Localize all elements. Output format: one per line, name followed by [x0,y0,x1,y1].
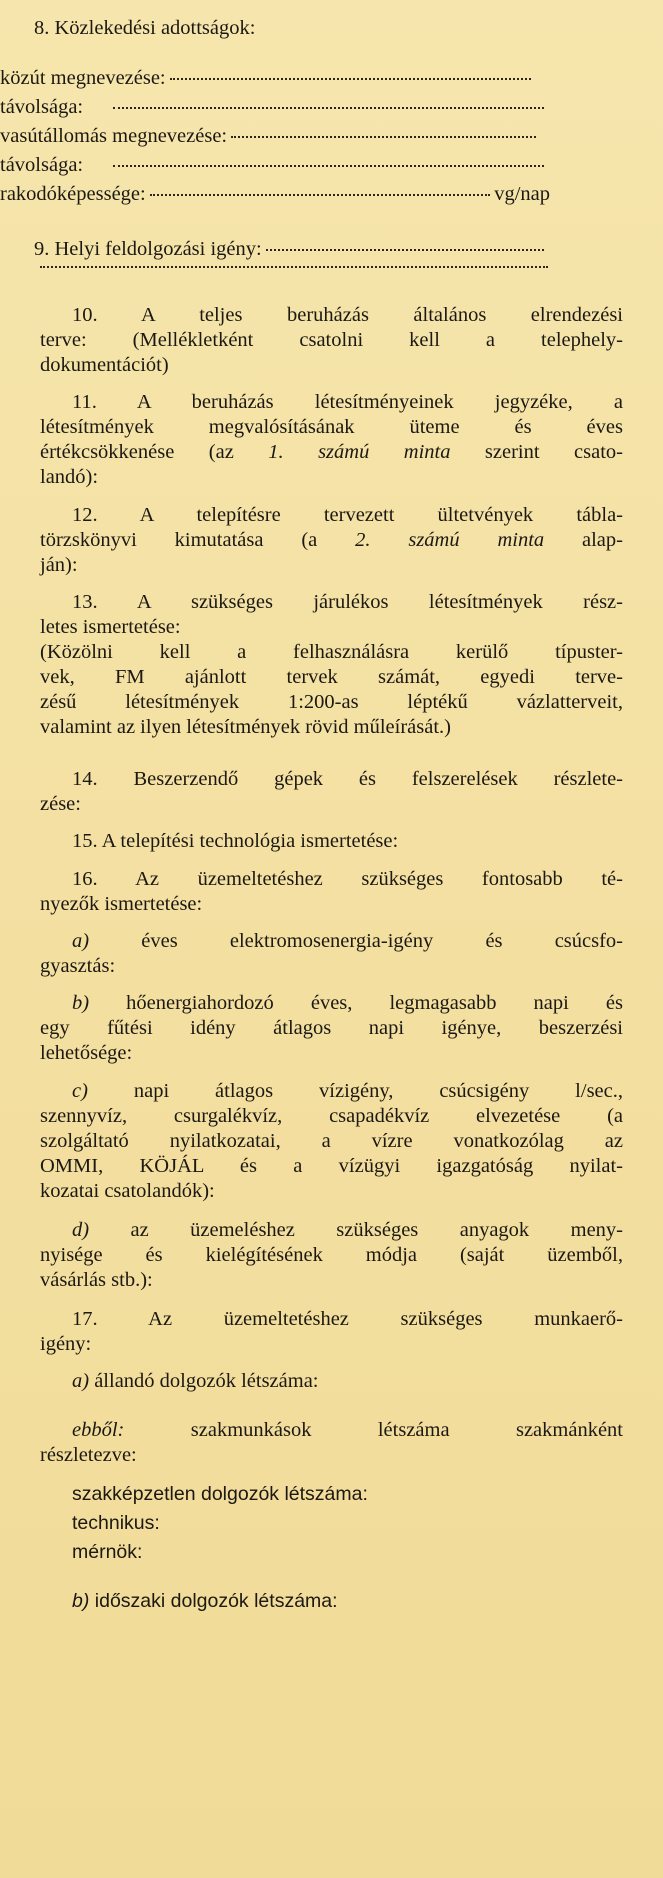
section-16-c-line-1 [40,1079,623,1104]
section-10-line-3: dokumentációt) [40,354,169,376]
section-16-a-text-1: éves elektromosenergia-igény és csúcsfo- [89,930,623,952]
section-13-line-2: letes ismertetése: [40,616,181,638]
section-13-line-6: valamint az ilyen létesítmények rövid műleírását.) [40,716,452,738]
section-8-heading: 8. Közlekedési adottságok: [34,17,256,39]
section-17-b-line [72,1589,338,1614]
section-11-line-3 [40,440,623,465]
section-12-line-3: ján): [40,554,78,576]
skilled-workers-label: szakmunkások létszáma szakmánként [124,1419,623,1441]
permanent-staff-label: állandó dolgozók létszáma: [89,1370,319,1392]
section-16-line-2: nyezők ismertetése: [40,893,203,915]
seasonal-staff-label: időszaki dolgozók létszáma: [89,1590,338,1612]
item-marker-17b: b) [72,1590,90,1612]
ebbol-label: ebből: [72,1419,125,1441]
section-17-a-line [72,1369,319,1394]
item-marker-17a: a) [72,1370,90,1392]
road-distance-label: távolsága: [0,96,84,118]
unskilled-workers-label: szakképzetlen dolgozók létszáma: [72,1483,368,1505]
section-16-c-line-2: szennyvíz, csurgalékvíz, csapadékvíz elvezetése (a [40,1105,623,1127]
section-13-line-4: vek, FM ajánlott tervek számát, egyedi terve- [40,666,623,688]
section-10-line-2: terve: (Mellékletként csatolni kell a telephely- [40,329,623,351]
fill-in-line [113,107,544,109]
section-16-d-line-3: vásárlás stb.): [40,1269,153,1291]
station-name-label: vasútállomás megnevezése: [0,125,228,147]
item-marker-a: a) [72,930,90,952]
technician-label: technikus: [72,1512,160,1534]
section-12-line-2-head: törzskönyvi kimutatása (a [40,529,356,551]
section-11-line-4: landó): [40,466,99,488]
item-marker-c: c) [72,1080,88,1102]
section-11-line-3-tail: szerint csato- [450,441,623,463]
section-16-d-line-1 [40,1218,623,1243]
station-name-row [0,124,540,149]
loading-capacity-unit: vg/nap [494,183,550,205]
fill-in-line [113,165,544,167]
section-16-b [40,991,623,1066]
station-distance-label: távolsága: [0,154,84,176]
section-14 [40,767,623,817]
section-13 [40,590,623,740]
engineer-label: mérnök: [72,1541,143,1563]
section-12-line-2-tail: alap- [544,529,623,551]
section-16-line-1: 16. Az üzemeltetéshez szükséges fontosabb té- [72,868,623,890]
loading-capacity-row [0,182,550,207]
section-10 [40,303,623,378]
section-17-ebbol [40,1418,623,1468]
section-14-line-1: 14. Beszerzendő gépek és felszerelések részlete- [72,768,623,790]
road-name-label: közút megnevezése: [0,67,166,89]
loading-capacity-label: rakodóképessége: [0,183,146,205]
section-12 [40,503,623,578]
item-marker-d: d) [72,1219,90,1241]
section-16-d-line-2: nyisége és kielégítésének módja (saját üzemből, [40,1244,623,1266]
section-16-a-line-1 [40,929,623,954]
section-11-line-3-head: értékcsökkenése (az [40,441,269,463]
section-15-line: 15. A telepítési technológia ismertetése: [72,830,399,852]
item-marker-b: b) [72,992,90,1014]
section-11-line-1: 11. A beruházás létesítményeinek jegyzéke, a [72,391,623,413]
section-16-b-line-2: egy fűtési idény átlagos napi igénye, beszerzési [40,1017,623,1039]
section-10-line-1: 10. A teljes beruházás általános elrendezési [72,304,623,326]
section-16-c-line-3: szolgáltató nyilatkozatai, a vízre vonatkozólag az [40,1130,623,1152]
fill-in-line [266,249,544,251]
station-distance-row [0,153,548,178]
section-12-line-2 [40,528,623,553]
road-distance-row [0,95,548,120]
section-16-c-line-5: kozatai csatolandók): [40,1180,215,1202]
section-17-line-2: igény: [40,1333,92,1355]
sample-1-reference: 1. számú minta [268,441,451,463]
section-16-c [40,1079,623,1204]
fill-in-line [150,194,490,196]
fill-in-line [170,78,531,80]
section-16-c-text-1: napi átlagos vízigény, csúcsigény l/sec., [87,1080,623,1102]
section-16-d [40,1218,623,1293]
section-13-line-1: 13. A szükséges járulékos létesítmények rész- [72,591,623,613]
section-17 [40,1307,623,1357]
section-16-b-line-1 [40,991,623,1016]
fill-in-line [231,136,536,138]
section-16-c-line-4: OMMI, KÖJÁL és a vízügyi igazgatóság nyilat- [40,1155,623,1177]
section-9-label: 9. Helyi feldolgozási igény: [34,238,262,260]
section-14-line-2: zése: [40,793,81,815]
section-16-b-line-3: lehetősége: [40,1042,133,1064]
section-17-ebbol-line-1 [40,1418,623,1443]
section-13-line-3: (Közölni kell a felhasználásra kerülő típuster- [40,641,623,663]
section-12-line-1: 12. A telepítésre tervezett ültetvények tábla- [72,504,623,526]
section-17-line-1: 17. Az üzemeltetéshez szükséges munkaerő- [72,1308,623,1330]
section-16-a [40,929,623,979]
road-name-row [0,66,535,91]
section-11 [40,390,623,490]
sample-2-reference: 2. számú minta [355,529,545,551]
section-16-a-line-2: gyasztás: [40,955,116,977]
section-16 [40,867,623,917]
section-17-ebbol-line-2: részletezve: [40,1444,137,1466]
section-11-line-2: létesítmények megvalósításának üteme és éves [40,416,623,438]
section-16-d-text-1: az üzemeléshez szükséges anyagok meny- [89,1219,623,1241]
section-9-continuation-line [40,256,548,268]
section-16-b-text-1: hőenergiahordozó éves, legmagasabb napi és [89,992,623,1014]
section-13-line-5: zésű létesítmények 1:200-as léptékű vázlatterveit, [40,691,623,713]
